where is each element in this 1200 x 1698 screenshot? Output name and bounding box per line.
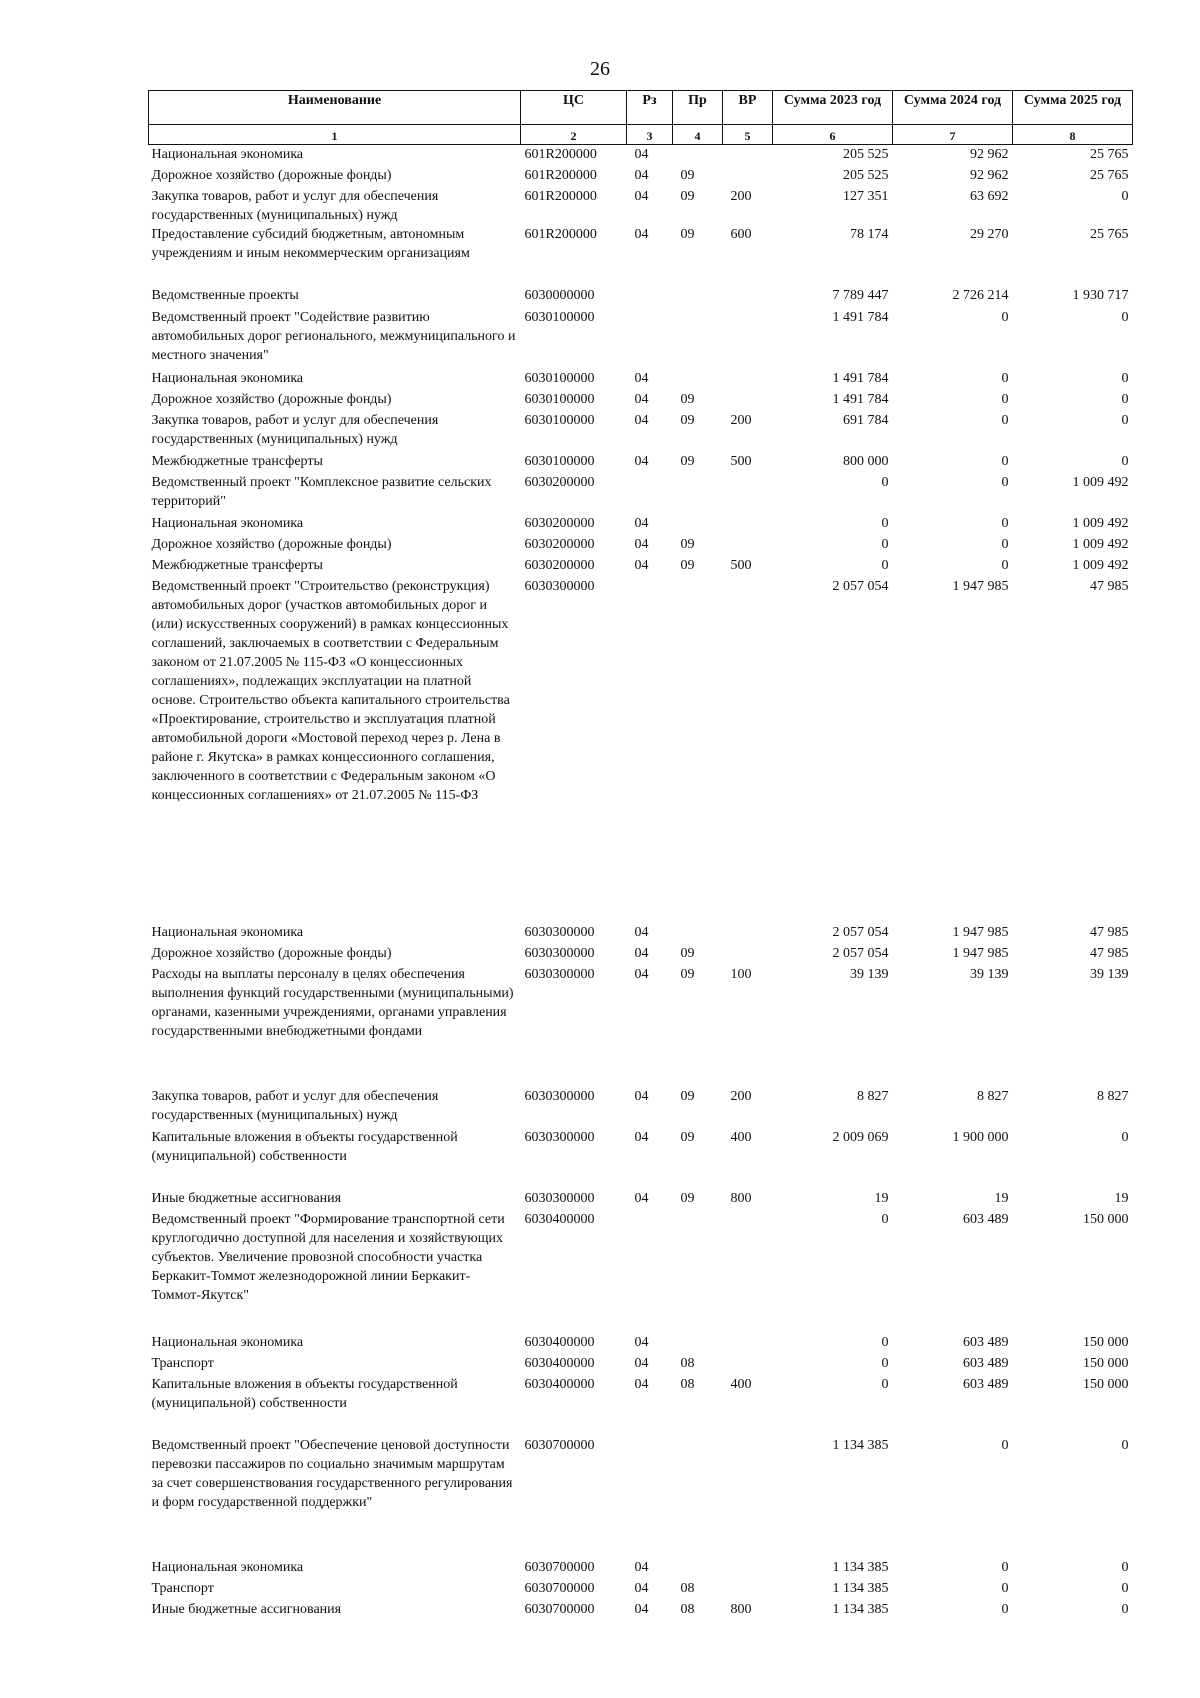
row-section: 04 [634, 226, 649, 242]
row-sum-2025: 25 765 [1090, 167, 1129, 183]
row-sum-2025: 8 827 [1097, 1088, 1129, 1104]
row-section: 04 [634, 1088, 649, 1104]
row-target-code: 6030200000 [524, 557, 595, 573]
row-expense-type [723, 1436, 773, 1558]
row-section: 04 [634, 1355, 649, 1371]
row-expense-type [723, 390, 773, 411]
table-row [149, 1087, 1133, 1128]
row-section: 04 [634, 370, 649, 386]
row-sum-2024: 0 [1001, 474, 1009, 490]
row-sum-2025: 1 930 717 [1072, 287, 1129, 303]
row-sum-2023: 19 [874, 1190, 889, 1206]
row-sum-2024: 603 489 [963, 1355, 1009, 1371]
row-sum-2024: 0 [1001, 370, 1009, 386]
row-name: Ведомственный проект "Комплексное развитие сельских территорий" [151, 474, 492, 509]
row-sum-2023: 1 491 784 [832, 309, 889, 325]
table-row [149, 1579, 1133, 1600]
table-row [149, 411, 1133, 452]
row-sum-2024: 0 [1001, 1580, 1009, 1596]
row-expense-type: 400 [730, 1129, 752, 1145]
row-sum-2024: 39 139 [970, 966, 1009, 982]
row-sum-2025: 150 000 [1083, 1376, 1129, 1392]
header-pr: Пр [673, 91, 723, 125]
row-sum-2023: 2 057 054 [832, 945, 889, 961]
row-name: Капитальные вложения в объекты государственной (муниципальной) собственности [151, 1129, 458, 1164]
row-sum-2023: 205 525 [843, 167, 889, 183]
column-number: 7 [893, 125, 1013, 145]
row-expense-type [723, 286, 773, 308]
table-row [149, 1210, 1133, 1333]
row-sum-2024: 0 [1001, 391, 1009, 407]
row-sum-2025: 47 985 [1090, 578, 1129, 594]
row-sum-2023: 691 784 [843, 412, 889, 428]
row-expense-type [723, 1333, 773, 1354]
row-sum-2025: 47 985 [1090, 945, 1129, 961]
row-target-code: 6030400000 [524, 1334, 595, 1350]
row-expense-type [723, 923, 773, 944]
row-expense-type: 400 [730, 1376, 752, 1392]
row-expense-type [723, 1558, 773, 1579]
table-row [149, 145, 1133, 166]
row-section: 04 [634, 188, 649, 204]
row-sum-2024: 1 900 000 [952, 1129, 1009, 1145]
row-sum-2023: 0 [881, 515, 889, 531]
row-sum-2025: 0 [1121, 453, 1129, 469]
table-row [149, 286, 1133, 308]
row-section: 04 [634, 536, 649, 552]
row-sum-2023: 1 134 385 [832, 1580, 889, 1596]
row-sum-2025: 0 [1121, 391, 1129, 407]
table-row [149, 187, 1133, 225]
row-name: Межбюджетные трансферты [151, 453, 323, 469]
row-sum-2024: 19 [994, 1190, 1009, 1206]
row-expense-type: 200 [730, 188, 752, 204]
row-sum-2025: 0 [1121, 188, 1129, 204]
row-subsection [673, 577, 723, 923]
row-subsection [673, 369, 723, 390]
row-sum-2023: 7 789 447 [832, 287, 889, 303]
row-target-code: 6030300000 [524, 1190, 595, 1206]
row-sum-2025: 19 [1114, 1190, 1129, 1206]
row-sum-2023: 0 [881, 536, 889, 552]
table-row [149, 308, 1133, 369]
row-name: Национальная экономика [151, 515, 304, 531]
row-sum-2023: 2 009 069 [832, 1129, 889, 1145]
row-target-code: 601R200000 [524, 147, 597, 162]
row-target-code: 6030100000 [524, 309, 595, 325]
table-row [149, 390, 1133, 411]
row-subsection: 08 [680, 1601, 695, 1617]
row-section [627, 286, 673, 308]
row-sum-2025: 0 [1121, 1601, 1129, 1617]
row-expense-type: 800 [730, 1190, 752, 1206]
table-row [149, 944, 1133, 965]
row-target-code: 6030700000 [524, 1437, 595, 1453]
row-subsection: 09 [680, 536, 695, 552]
column-number: 4 [673, 125, 723, 145]
row-sum-2025: 1 009 492 [1072, 536, 1129, 552]
table-header [149, 91, 1133, 145]
row-expense-type [723, 166, 773, 187]
header-cs: ЦС [521, 91, 627, 125]
table-row [149, 1354, 1133, 1375]
row-expense-type [723, 473, 773, 514]
row-subsection: 09 [680, 966, 695, 982]
row-sum-2025: 0 [1121, 1129, 1129, 1145]
row-target-code: 6030300000 [524, 924, 595, 940]
row-name: Ведомственный проект "Содействие развитию автомобильных дорог регионального, межмуниципального и местного значения" [151, 309, 516, 363]
row-subsection [673, 514, 723, 535]
row-expense-type: 600 [730, 226, 752, 242]
table-row [149, 1128, 1133, 1189]
row-sum-2025: 0 [1121, 1580, 1129, 1596]
row-section: 04 [634, 453, 649, 469]
row-sum-2023: 800 000 [843, 453, 889, 469]
row-target-code: 6030300000 [524, 1088, 595, 1104]
row-target-code: 6030200000 [524, 515, 595, 531]
row-section [627, 1210, 673, 1333]
row-sum-2023: 127 351 [843, 188, 889, 204]
row-target-code: 6030100000 [524, 453, 595, 469]
table-row [149, 473, 1133, 514]
row-sum-2024: 603 489 [963, 1334, 1009, 1350]
header-vr: ВР [723, 91, 773, 125]
row-target-code: 6030700000 [524, 1601, 595, 1617]
row-subsection [673, 145, 723, 166]
table-row [149, 1375, 1133, 1436]
row-expense-type: 500 [730, 453, 752, 469]
row-subsection: 09 [680, 453, 695, 469]
column-number: 5 [723, 125, 773, 145]
header-sum-2024: Сумма 2024 год [893, 91, 1013, 125]
row-name: Иные бюджетные ассигнования [151, 1190, 342, 1206]
page-number: 26 [590, 58, 610, 80]
row-sum-2023: 1 491 784 [832, 391, 889, 407]
row-target-code: 6030100000 [524, 370, 595, 386]
row-sum-2025: 150 000 [1083, 1355, 1129, 1371]
row-name: Закупка товаров, работ и услуг для обеспечения государственных (муниципальных) нужд [151, 188, 439, 223]
table-row [149, 965, 1133, 1087]
row-sum-2024: 0 [1001, 536, 1009, 552]
row-sum-2025: 0 [1121, 309, 1129, 325]
row-target-code: 6030300000 [524, 578, 595, 594]
row-expense-type: 800 [730, 1601, 752, 1617]
row-name: Капитальные вложения в объекты государственной (муниципальной) собственности [151, 1376, 458, 1411]
row-sum-2025: 0 [1121, 370, 1129, 386]
table-row [149, 923, 1133, 944]
row-sum-2024: 8 827 [977, 1088, 1009, 1104]
column-number: 1 [149, 125, 521, 145]
row-sum-2024: 0 [1001, 309, 1009, 325]
row-sum-2023: 0 [881, 1334, 889, 1350]
row-name: Транспорт [151, 1355, 214, 1371]
row-expense-type [723, 1210, 773, 1333]
header-sum-2023: Сумма 2023 год [773, 91, 893, 125]
row-expense-type [723, 369, 773, 390]
row-expense-type [723, 1354, 773, 1375]
row-sum-2023: 2 057 054 [832, 924, 889, 940]
table-row [149, 514, 1133, 535]
row-section: 04 [634, 945, 649, 961]
budget-table [148, 90, 1133, 1621]
row-section: 04 [634, 147, 649, 162]
table-row [149, 166, 1133, 187]
row-sum-2025: 1 009 492 [1072, 557, 1129, 573]
row-target-code: 6030000000 [524, 287, 595, 303]
row-name: Ведомственный проект "Формирование транспортной сети круглогодично доступной для населения и хозяйствующих субъектов. Увеличение провозной способности участка Беркакит-Томмот железнодорожной линии Беркакит-Томмот-Якутск" [151, 1211, 505, 1303]
row-subsection [673, 308, 723, 369]
row-subsection: 09 [680, 167, 695, 183]
row-sum-2024: 1 947 985 [952, 945, 1009, 961]
row-target-code: 6030100000 [524, 391, 595, 407]
row-section [627, 577, 673, 923]
row-sum-2024: 29 270 [970, 226, 1009, 242]
row-expense-type: 500 [730, 557, 752, 573]
row-name: Национальная экономика [151, 147, 304, 162]
row-section: 04 [634, 167, 649, 183]
row-name: Межбюджетные трансферты [151, 557, 323, 573]
row-sum-2023: 2 057 054 [832, 578, 889, 594]
row-sum-2024: 2 726 214 [952, 287, 1009, 303]
row-sum-2023: 8 827 [857, 1088, 889, 1104]
row-subsection [673, 1210, 723, 1333]
row-subsection: 09 [680, 1088, 695, 1104]
row-section: 04 [634, 515, 649, 531]
row-section: 04 [634, 1129, 649, 1145]
row-section: 04 [634, 1559, 649, 1575]
row-sum-2025: 47 985 [1090, 924, 1129, 940]
row-subsection [673, 1436, 723, 1558]
table-row [149, 535, 1133, 556]
row-expense-type [723, 944, 773, 965]
row-target-code: 6030400000 [524, 1355, 595, 1371]
row-section [627, 473, 673, 514]
row-sum-2025: 0 [1121, 1559, 1129, 1575]
row-expense-type [723, 577, 773, 923]
row-sum-2025: 1 009 492 [1072, 474, 1129, 490]
column-number: 3 [627, 125, 673, 145]
row-sum-2025: 25 765 [1090, 147, 1129, 162]
row-section: 04 [634, 412, 649, 428]
row-sum-2025: 0 [1121, 1437, 1129, 1453]
row-target-code: 6030700000 [524, 1580, 595, 1596]
row-name: Национальная экономика [151, 924, 304, 940]
row-sum-2024: 0 [1001, 1601, 1009, 1617]
row-subsection: 09 [680, 412, 695, 428]
row-subsection: 08 [680, 1355, 695, 1371]
table-body [149, 145, 1133, 1621]
row-section [627, 308, 673, 369]
row-expense-type [723, 145, 773, 166]
row-sum-2023: 78 174 [850, 226, 889, 242]
table-row [149, 369, 1133, 390]
row-sum-2024: 0 [1001, 453, 1009, 469]
row-sum-2023: 0 [881, 1211, 889, 1227]
row-sum-2024: 63 692 [970, 188, 1009, 204]
row-subsection [673, 923, 723, 944]
table-row [149, 1558, 1133, 1579]
row-sum-2024: 0 [1001, 1559, 1009, 1575]
table-row [149, 1436, 1133, 1558]
row-section: 04 [634, 391, 649, 407]
row-name: Дорожное хозяйство (дорожные фонды) [151, 945, 392, 961]
row-section: 04 [634, 1376, 649, 1392]
row-target-code: 601R200000 [524, 226, 597, 242]
row-sum-2023: 0 [881, 557, 889, 573]
row-name: Национальная экономика [151, 1334, 304, 1350]
row-target-code: 6030300000 [524, 945, 595, 961]
row-subsection [673, 473, 723, 514]
row-sum-2024: 0 [1001, 412, 1009, 428]
row-section: 04 [634, 557, 649, 573]
row-target-code: 6030200000 [524, 474, 595, 490]
row-name: Национальная экономика [151, 1559, 304, 1575]
row-section: 04 [634, 966, 649, 982]
row-name: Расходы на выплаты персоналу в целях обеспечения выполнения функций государственными (муниципальными) органами, казенными учреждениями, органами управления государственными внебюджетными фондами [151, 966, 514, 1039]
row-sum-2023: 1 134 385 [832, 1437, 889, 1453]
row-subsection: 09 [680, 226, 695, 242]
row-subsection: 09 [680, 188, 695, 204]
row-target-code: 6030200000 [524, 536, 595, 552]
row-target-code: 6030400000 [524, 1376, 595, 1392]
row-subsection: 09 [680, 1190, 695, 1206]
row-section [627, 1436, 673, 1558]
row-section: 04 [634, 1190, 649, 1206]
row-sum-2024: 1 947 985 [952, 578, 1009, 594]
row-expense-type [723, 308, 773, 369]
row-target-code: 6030300000 [524, 966, 595, 982]
row-sum-2025: 150 000 [1083, 1334, 1129, 1350]
row-name: Ведомственный проект "Обеспечение ценовой доступности перевозки пассажиров по социально значимым маршрутам за счет совершенствования государственного регулирования и форм государственной поддержки" [151, 1437, 513, 1510]
row-subsection: 08 [680, 1580, 695, 1596]
row-subsection [673, 286, 723, 308]
row-section: 04 [634, 1334, 649, 1350]
row-name: Предоставление субсидий бюджетным, автономным учреждениям и иным некоммерческим организациям [151, 226, 470, 261]
row-sum-2025: 150 000 [1083, 1211, 1129, 1227]
row-target-code: 6030100000 [524, 412, 595, 428]
row-sum-2023: 0 [881, 474, 889, 490]
row-target-code: 6030300000 [524, 1129, 595, 1145]
row-sum-2023: 205 525 [843, 147, 889, 162]
row-sum-2024: 603 489 [963, 1211, 1009, 1227]
row-sum-2024: 0 [1001, 515, 1009, 531]
row-name: Закупка товаров, работ и услуг для обеспечения государственных (муниципальных) нужд [151, 1088, 439, 1123]
row-sum-2024: 0 [1001, 1437, 1009, 1453]
column-number: 2 [521, 125, 627, 145]
row-sum-2024: 603 489 [963, 1376, 1009, 1392]
row-sum-2024: 1 947 985 [952, 924, 1009, 940]
row-sum-2024: 0 [1001, 557, 1009, 573]
row-sum-2023: 0 [881, 1376, 889, 1392]
row-name: Дорожное хозяйство (дорожные фонды) [151, 167, 392, 183]
table-row [149, 452, 1133, 473]
row-sum-2023: 39 139 [850, 966, 889, 982]
row-section: 04 [634, 1601, 649, 1617]
row-name: Иные бюджетные ассигнования [151, 1601, 342, 1617]
header-rz: Рз [627, 91, 673, 125]
row-name: Ведомственные проекты [151, 287, 299, 303]
row-subsection: 09 [680, 945, 695, 961]
table-row [149, 1333, 1133, 1354]
row-subsection: 09 [680, 391, 695, 407]
row-sum-2023: 1 134 385 [832, 1601, 889, 1617]
table-row [149, 556, 1133, 577]
row-target-code: 6030400000 [524, 1211, 595, 1227]
row-expense-type [723, 1579, 773, 1600]
table-row [149, 1189, 1133, 1210]
table-row [149, 225, 1133, 286]
row-name: Национальная экономика [151, 370, 304, 386]
row-sum-2025: 0 [1121, 412, 1129, 428]
column-number: 6 [773, 125, 893, 145]
row-target-code: 6030700000 [524, 1559, 595, 1575]
row-subsection [673, 1333, 723, 1354]
row-sum-2024: 92 962 [970, 147, 1009, 162]
row-section: 04 [634, 1580, 649, 1596]
row-expense-type: 200 [730, 1088, 752, 1104]
column-number: 8 [1013, 125, 1133, 145]
row-subsection: 09 [680, 1129, 695, 1145]
header-sum-2025: Сумма 2025 год [1013, 91, 1133, 125]
row-sum-2025: 25 765 [1090, 226, 1129, 242]
row-sum-2023: 1 491 784 [832, 370, 889, 386]
row-name: Транспорт [151, 1580, 214, 1596]
row-name: Закупка товаров, работ и услуг для обеспечения государственных (муниципальных) нужд [151, 412, 439, 447]
row-name: Ведомственный проект "Строительство (реконструкция) автомобильных дорог (участков автомобильных дорог и (или) искусственных сооружений) в рамках концессионных соглашений, заключаемых в соответствии с Федеральным законом от 21.07.2005 № 115-ФЗ «О концессионных соглашениях», подлежащих эксплуатации на платной основе. Строительство объекта капитального строительства «Проектирование, строительство и эксплуатация платной автомобильной дороги «Мостовой переход через р. Лена в районе г. Якутска» в рамках концессионного соглашения, заключенного в соответствии с Федеральным законом «О концессионных соглашениях» от 21.07.2005 № 115-ФЗ [151, 578, 510, 803]
table-row [149, 577, 1133, 923]
row-name: Дорожное хозяйство (дорожные фонды) [151, 536, 392, 552]
row-subsection: 09 [680, 557, 695, 573]
row-target-code: 601R200000 [524, 167, 597, 183]
row-sum-2023: 0 [881, 1355, 889, 1371]
row-target-code: 601R200000 [524, 188, 597, 204]
table-row [149, 1600, 1133, 1621]
row-expense-type [723, 535, 773, 556]
row-expense-type [723, 514, 773, 535]
row-section: 04 [634, 924, 649, 940]
header-name: Наименование [149, 91, 521, 125]
row-sum-2025: 1 009 492 [1072, 515, 1129, 531]
row-expense-type: 100 [730, 966, 752, 982]
row-expense-type: 200 [730, 412, 752, 428]
row-subsection [673, 1558, 723, 1579]
row-sum-2024: 92 962 [970, 167, 1009, 183]
row-subsection: 08 [680, 1376, 695, 1392]
row-sum-2023: 1 134 385 [832, 1559, 889, 1575]
row-sum-2025: 39 139 [1090, 966, 1129, 982]
row-name: Дорожное хозяйство (дорожные фонды) [151, 391, 392, 407]
